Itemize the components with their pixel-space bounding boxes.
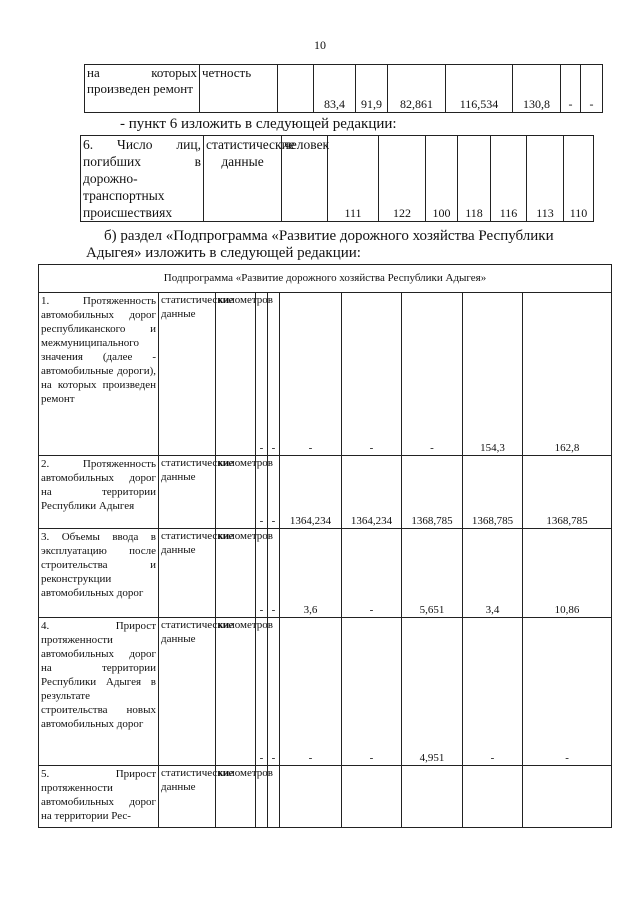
value-cell: - (256, 529, 268, 618)
table-row (39, 766, 612, 828)
value-cell (463, 766, 523, 828)
value-cell: 154,3 (463, 293, 523, 456)
value-cell: - (268, 456, 280, 529)
paragraph-section-b: б) раздел «Подпрограмма «Развитие дорожного хозяйства Республики Адыгея» изложить в следующей редакции: (86, 228, 554, 261)
row-unit-cell: километров (216, 766, 256, 828)
row-source-cell: статистические данные (159, 618, 216, 766)
subprogram-caption: Подпрограмма «Развитие дорожного хозяйства Республики Адыгея» (39, 265, 612, 293)
value-cell: - (268, 293, 280, 456)
value-cell (278, 65, 314, 113)
value-cell: - (256, 456, 268, 529)
value-cell: 1368,785 (463, 456, 523, 529)
value-cell: 83,4 (314, 65, 356, 113)
item6-name-cell: 6. Число лиц, погибших в дорожно-транспортных происшествиях (81, 136, 204, 222)
value-cell: 116 (491, 136, 527, 222)
value-cell: - (256, 618, 268, 766)
value-cell: - (523, 618, 612, 766)
value-cell: - (256, 293, 268, 456)
value-cell: 3,4 (463, 529, 523, 618)
value-cell: 5,651 (402, 529, 463, 618)
value-cell: 1364,234 (342, 456, 402, 529)
value-cell: - (342, 618, 402, 766)
value-cell: 91,9 (356, 65, 388, 113)
page-number: 10 (314, 38, 326, 52)
value-cell: 3,6 (280, 529, 342, 618)
table-item6 (80, 135, 594, 222)
row-source-cell: статистические данные (159, 529, 216, 618)
value-cell: 130,8 (513, 65, 561, 113)
row-source-cell: статистические данные (159, 293, 216, 456)
row-name-cell: 4. Прирост протяженности автомобильных дорог на территории Республики Адыгея в результате строительства новых автомобильных дорог (39, 618, 159, 766)
value-cell (280, 766, 342, 828)
value-cell: 1368,785 (523, 456, 612, 529)
value-cell: 113 (527, 136, 564, 222)
value-cell (402, 766, 463, 828)
table-row (39, 618, 612, 766)
value-cell (342, 766, 402, 828)
row-unit-cell: километров (216, 618, 256, 766)
value-cell: 162,8 (523, 293, 612, 456)
value-cell: - (268, 618, 280, 766)
value-cell: 118 (458, 136, 491, 222)
value-cell: - (561, 65, 581, 113)
row-unit-cell: километров (216, 529, 256, 618)
value-cell: 100 (426, 136, 458, 222)
value-cell: 82,861 (388, 65, 446, 113)
value-cell: - (463, 618, 523, 766)
value-cell: - (342, 529, 402, 618)
table-row (39, 293, 612, 456)
row-name-cell: на которых произведен ремонт (85, 65, 200, 113)
value-cell: - (342, 293, 402, 456)
value-cell: - (268, 529, 280, 618)
table-row (39, 456, 612, 529)
table-subprogram (38, 264, 612, 828)
row-name-cell: 5. Прирост протяженности автомобильных дорог на территории Рес- (39, 766, 159, 828)
row-source-cell: статистические данные (159, 766, 216, 828)
value-cell: 111 (328, 136, 379, 222)
row-unit-cell: километров (216, 456, 256, 529)
value-cell: 1364,234 (280, 456, 342, 529)
value-cell: - (280, 618, 342, 766)
paragraph-item6-instruction: - пункт 6 изложить в следующей редакции: (120, 116, 397, 132)
value-cell: 10,86 (523, 529, 612, 618)
item6-unit-cell: человек (282, 136, 328, 222)
value-cell: - (280, 293, 342, 456)
value-cell (523, 766, 612, 828)
row-name-cell: 3. Объемы ввода в эксплуатацию после строительства и реконструкции автомобильных дорог (39, 529, 159, 618)
value-cell: 110 (564, 136, 594, 222)
value-cell: 4,951 (402, 618, 463, 766)
value-cell: 1368,785 (402, 456, 463, 529)
value-cell: - (402, 293, 463, 456)
table-row (39, 529, 612, 618)
table-top-continuation (84, 64, 603, 113)
row-unit-cell: километров (216, 293, 256, 456)
value-cell: 122 (379, 136, 426, 222)
item6-source-cell: статистические данные (204, 136, 282, 222)
row-unit-cell: четность (200, 65, 278, 113)
value-cell: 116,534 (446, 65, 513, 113)
row-source-cell: статистические данные (159, 456, 216, 529)
value-cell: - (581, 65, 603, 113)
row-name-cell: 1. Протяженность автомобильных дорог республиканского и межмуниципального значения (далее - автомобильные дороги), на которых произведен ремонт (39, 293, 159, 456)
row-name-cell: 2. Протяженность автомобильных дорог на территории Республики Адыгея (39, 456, 159, 529)
